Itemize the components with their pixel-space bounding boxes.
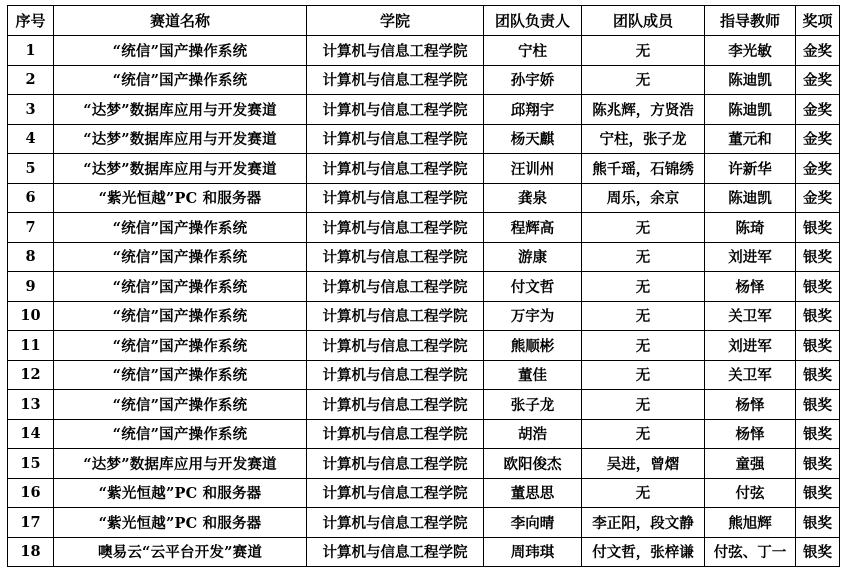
cell-award: 银奖 [796, 360, 840, 390]
cell-award: 金奖 [796, 65, 840, 95]
cell-no: 1 [8, 36, 54, 66]
table-row [8, 183, 840, 213]
cell-track: “达梦”数据库应用与开发赛道 [54, 449, 307, 479]
cell-award: 银奖 [796, 301, 840, 331]
cell-college: 计算机与信息工程学院 [307, 65, 484, 95]
cell-college: 计算机与信息工程学院 [307, 478, 484, 508]
cell-college: 计算机与信息工程学院 [307, 419, 484, 449]
awards-table [7, 5, 840, 567]
header-advisor: 指导教师 [705, 6, 796, 36]
cell-leader: 熊顺彬 [484, 331, 582, 361]
cell-college: 计算机与信息工程学院 [307, 508, 484, 538]
cell-leader: 宁柱 [484, 36, 582, 66]
cell-leader: 邱翔宇 [484, 95, 582, 125]
cell-award: 银奖 [796, 537, 840, 567]
cell-leader: 万宇为 [484, 301, 582, 331]
cell-track: “统信”国产操作系统 [54, 272, 307, 302]
cell-track: 噢易云“云平台开发”赛道 [54, 537, 307, 567]
cell-advisor: 关卫军 [705, 301, 796, 331]
cell-award: 银奖 [796, 331, 840, 361]
table-row [8, 65, 840, 95]
cell-members: 无 [582, 36, 705, 66]
cell-members: 李正阳，段文静 [582, 508, 705, 538]
cell-members: 无 [582, 360, 705, 390]
cell-college: 计算机与信息工程学院 [307, 95, 484, 125]
header-college: 学院 [307, 6, 484, 36]
cell-members: 熊千瑶，石锦绣 [582, 154, 705, 184]
cell-no: 18 [8, 537, 54, 567]
cell-members: 无 [582, 331, 705, 361]
cell-college: 计算机与信息工程学院 [307, 449, 484, 479]
cell-track: “达梦”数据库应用与开发赛道 [54, 154, 307, 184]
cell-advisor: 付弦、丁一 [705, 537, 796, 567]
cell-advisor: 许新华 [705, 154, 796, 184]
cell-college: 计算机与信息工程学院 [307, 537, 484, 567]
cell-award: 银奖 [796, 478, 840, 508]
cell-members: 无 [582, 65, 705, 95]
cell-leader: 程辉高 [484, 213, 582, 243]
cell-no: 16 [8, 478, 54, 508]
cell-college: 计算机与信息工程学院 [307, 331, 484, 361]
cell-college: 计算机与信息工程学院 [307, 242, 484, 272]
cell-no: 14 [8, 419, 54, 449]
cell-leader: 游康 [484, 242, 582, 272]
cell-no: 10 [8, 301, 54, 331]
cell-college: 计算机与信息工程学院 [307, 360, 484, 390]
cell-college: 计算机与信息工程学院 [307, 213, 484, 243]
cell-track: “统信”国产操作系统 [54, 213, 307, 243]
cell-award: 银奖 [796, 508, 840, 538]
cell-members: 无 [582, 272, 705, 302]
cell-award: 银奖 [796, 242, 840, 272]
table-body [8, 36, 840, 567]
cell-no: 11 [8, 331, 54, 361]
cell-track: “统信”国产操作系统 [54, 242, 307, 272]
cell-no: 12 [8, 360, 54, 390]
cell-leader: 董思思 [484, 478, 582, 508]
cell-no: 6 [8, 183, 54, 213]
cell-track: “统信”国产操作系统 [54, 36, 307, 66]
cell-college: 计算机与信息工程学院 [307, 272, 484, 302]
cell-advisor: 杨怿 [705, 419, 796, 449]
table-row [8, 242, 840, 272]
table-row [8, 124, 840, 154]
cell-advisor: 熊旭辉 [705, 508, 796, 538]
cell-college: 计算机与信息工程学院 [307, 183, 484, 213]
cell-members: 无 [582, 301, 705, 331]
table-row [8, 301, 840, 331]
cell-members: 无 [582, 478, 705, 508]
cell-college: 计算机与信息工程学院 [307, 36, 484, 66]
cell-members: 付文哲，张梓谦 [582, 537, 705, 567]
cell-award: 金奖 [796, 154, 840, 184]
cell-track: “统信”国产操作系统 [54, 301, 307, 331]
table-row [8, 272, 840, 302]
cell-award: 金奖 [796, 124, 840, 154]
table-row [8, 360, 840, 390]
cell-no: 8 [8, 242, 54, 272]
cell-award: 银奖 [796, 449, 840, 479]
cell-award: 银奖 [796, 213, 840, 243]
header-row [8, 6, 840, 36]
cell-members: 宁柱，张子龙 [582, 124, 705, 154]
cell-no: 4 [8, 124, 54, 154]
cell-leader: 欧阳俊杰 [484, 449, 582, 479]
cell-advisor: 李光敏 [705, 36, 796, 66]
cell-members: 无 [582, 419, 705, 449]
cell-track: “统信”国产操作系统 [54, 390, 307, 420]
cell-college: 计算机与信息工程学院 [307, 301, 484, 331]
cell-advisor: 陈迪凯 [705, 65, 796, 95]
cell-members: 无 [582, 390, 705, 420]
cell-leader: 龚泉 [484, 183, 582, 213]
header-track: 赛道名称 [54, 6, 307, 36]
cell-advisor: 刘进军 [705, 331, 796, 361]
cell-members: 陈兆辉，方贤浩 [582, 95, 705, 125]
cell-advisor: 董元和 [705, 124, 796, 154]
table-row [8, 537, 840, 567]
cell-college: 计算机与信息工程学院 [307, 154, 484, 184]
cell-leader: 周玮琪 [484, 537, 582, 567]
cell-track: “达梦”数据库应用与开发赛道 [54, 95, 307, 125]
header-members: 团队成员 [582, 6, 705, 36]
cell-members: 周乐，余京 [582, 183, 705, 213]
cell-leader: 胡浩 [484, 419, 582, 449]
cell-members: 无 [582, 242, 705, 272]
cell-track: “统信”国产操作系统 [54, 419, 307, 449]
cell-track: “统信”国产操作系统 [54, 65, 307, 95]
cell-advisor: 童强 [705, 449, 796, 479]
cell-advisor: 刘进军 [705, 242, 796, 272]
table-row [8, 478, 840, 508]
cell-no: 15 [8, 449, 54, 479]
cell-no: 5 [8, 154, 54, 184]
cell-no: 7 [8, 213, 54, 243]
cell-no: 2 [8, 65, 54, 95]
cell-track: “紫光恒越”PC 和服务器 [54, 478, 307, 508]
cell-no: 9 [8, 272, 54, 302]
cell-advisor: 杨怿 [705, 390, 796, 420]
cell-advisor: 陈迪凯 [705, 95, 796, 125]
cell-track: “达梦”数据库应用与开发赛道 [54, 124, 307, 154]
header-no: 序号 [8, 6, 54, 36]
cell-college: 计算机与信息工程学院 [307, 390, 484, 420]
cell-advisor: 关卫军 [705, 360, 796, 390]
table-row [8, 419, 840, 449]
cell-leader: 孙宇娇 [484, 65, 582, 95]
cell-leader: 杨天麒 [484, 124, 582, 154]
table-row [8, 213, 840, 243]
table-row [8, 95, 840, 125]
cell-members: 无 [582, 213, 705, 243]
cell-members: 吴进，曾熠 [582, 449, 705, 479]
header-award: 奖项 [796, 6, 840, 36]
cell-advisor: 陈迪凯 [705, 183, 796, 213]
cell-no: 17 [8, 508, 54, 538]
cell-college: 计算机与信息工程学院 [307, 124, 484, 154]
cell-leader: 付文哲 [484, 272, 582, 302]
table-row [8, 154, 840, 184]
cell-award: 金奖 [796, 36, 840, 66]
cell-award: 银奖 [796, 419, 840, 449]
cell-track: “统信”国产操作系统 [54, 360, 307, 390]
cell-no: 13 [8, 390, 54, 420]
cell-advisor: 陈琦 [705, 213, 796, 243]
cell-leader: 李向晴 [484, 508, 582, 538]
table-row [8, 331, 840, 361]
table-row [8, 508, 840, 538]
cell-track: “紫光恒越”PC 和服务器 [54, 508, 307, 538]
cell-award: 银奖 [796, 272, 840, 302]
cell-advisor: 付弦 [705, 478, 796, 508]
table-row [8, 36, 840, 66]
cell-leader: 董佳 [484, 360, 582, 390]
table-row [8, 449, 840, 479]
cell-track: “紫光恒越”PC 和服务器 [54, 183, 307, 213]
header-leader: 团队负责人 [484, 6, 582, 36]
cell-no: 3 [8, 95, 54, 125]
cell-leader: 汪训州 [484, 154, 582, 184]
cell-advisor: 杨怿 [705, 272, 796, 302]
cell-track: “统信”国产操作系统 [54, 331, 307, 361]
cell-award: 银奖 [796, 390, 840, 420]
cell-leader: 张子龙 [484, 390, 582, 420]
table-row [8, 390, 840, 420]
cell-award: 金奖 [796, 183, 840, 213]
cell-award: 金奖 [796, 95, 840, 125]
